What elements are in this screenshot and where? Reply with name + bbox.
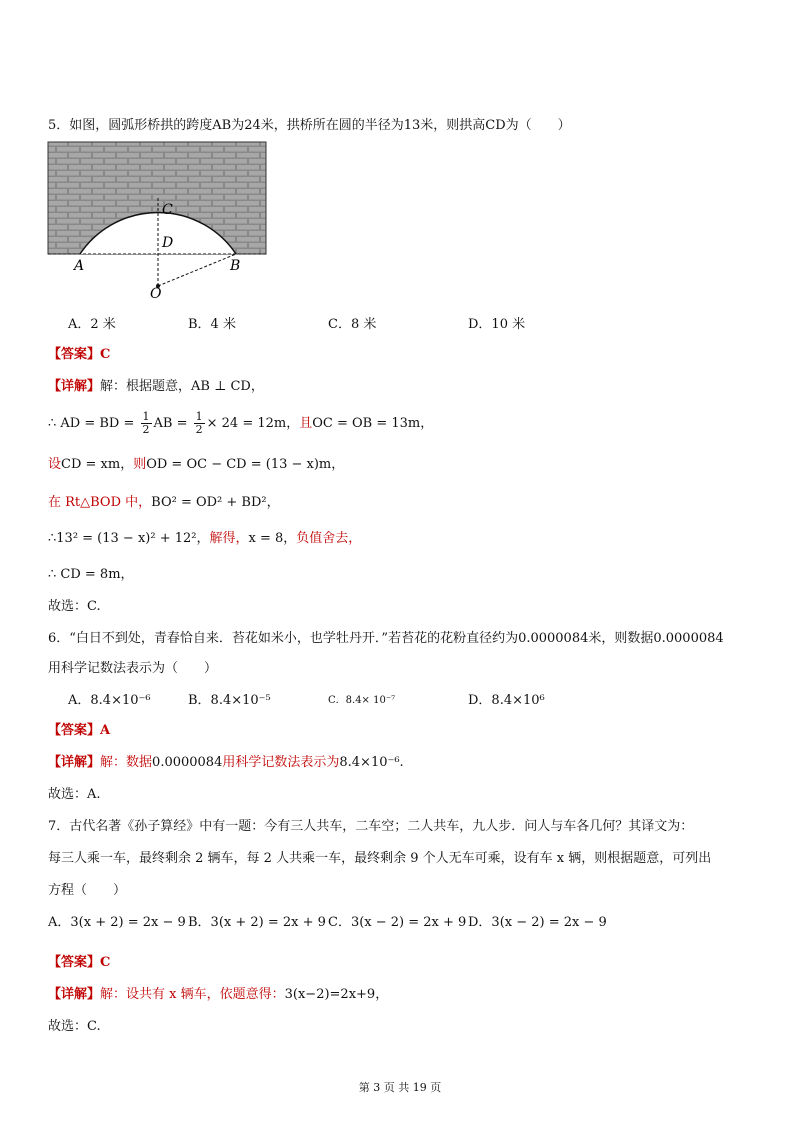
q6-option-c[interactable]: C．8.4× 10⁻⁷ (328, 695, 396, 706)
q6-conclusion: 故选：A. (48, 787, 101, 802)
q5-conclusion: 故选：C. (48, 599, 101, 614)
q6-answer: 【答案】A (48, 723, 111, 738)
q7-option-a[interactable]: A．3(x + 2) = 2x − 9 (48, 915, 186, 930)
q5-option-b[interactable]: B．4 米 (188, 317, 236, 332)
label-C: C (162, 202, 173, 218)
q5-detail-line1: 【详解】解：根据题意，AB ⊥ CD， (48, 379, 264, 394)
q5-option-d[interactable]: D．10 米 (468, 317, 526, 332)
q5-detail-line5: ∴13² = (13 − x)² + 12²，解得，x = 8，负值舍去， (48, 531, 362, 546)
q7-detail: 【详解】解：设共有 x 辆车，依题意得：3(x−2)=2x+9， (48, 987, 389, 1002)
q5-detail-line3: 设CD = xm，则OD = OC − CD = (13 − x)m， (48, 457, 345, 472)
q6-option-d[interactable]: D．8.4×10⁶ (468, 693, 545, 708)
label-D: D (162, 235, 174, 251)
q7-answer: 【答案】C (48, 955, 111, 970)
q5-detail-line4: 在 Rt△BOD 中，BO² = OD² + BD²， (48, 495, 280, 510)
label-A: A (74, 258, 85, 274)
q6-option-b[interactable]: B．8.4×10⁻⁵ (188, 693, 271, 708)
q5-answer: 【答案】C (48, 347, 111, 362)
q5-option-a[interactable]: A．2 米 (68, 317, 116, 332)
q6-option-a[interactable]: A．8.4×10⁻⁶ (68, 693, 151, 708)
q7-option-d[interactable]: D．3(x − 2) = 2x − 9 (468, 915, 607, 930)
q6-detail: 【详解】解：数据0.0000084用科学记数法表示为8.4×10⁻⁶. (48, 755, 404, 770)
q7-option-c[interactable]: C．3(x − 2) = 2x + 9 (328, 915, 467, 930)
q7-stem-line1: 7．古代名著《孙子算经》中有一题：今有三人共车，二车空；二人共车，九人步．问人与车各几何？其译文为： (48, 819, 694, 834)
q5-detail-line6: ∴ CD = 8m， (48, 567, 134, 582)
q6-stem-line1: 6．“白日不到处，青春恰自来．苔花如米小，也学牡丹开．”若苔花的花粉直径约为0.0000084米，则数据0.0000084 (48, 631, 724, 646)
q5-option-c[interactable]: C．8 米 (328, 317, 377, 332)
label-B: B (230, 258, 241, 274)
arch-bridge-figure (44, 140, 284, 300)
page-footer: 第 3 页 共 19 页 (358, 1081, 442, 1094)
label-O: O (150, 286, 162, 300)
q7-stem-line3: 方程（ ） (48, 883, 127, 898)
q5-stem: 5．如图，圆弧形桥拱的跨度AB为24米，拱桥所在圆的半径为13米，则拱高CD为（ ） (48, 118, 571, 133)
q7-stem-line2: 每三人乘一车，最终剩余 2 辆车，每 2 人共乘一车，最终剩余 9 个人无车可乘，设有车 x 辆，则根据题意，可列出 (48, 851, 712, 866)
q7-conclusion: 故选：C. (48, 1019, 101, 1034)
q7-option-b[interactable]: B．3(x + 2) = 2x + 9 (188, 915, 326, 930)
q6-stem-line2: 用科学记数法表示为（ ） (48, 661, 218, 676)
q5-detail-line2: ∴ AD = BD = $\frac{1}{2}$ AB = $\frac{1}{2}$ × 24 = 12m，且OC = OB = 13m， (48, 410, 434, 436)
